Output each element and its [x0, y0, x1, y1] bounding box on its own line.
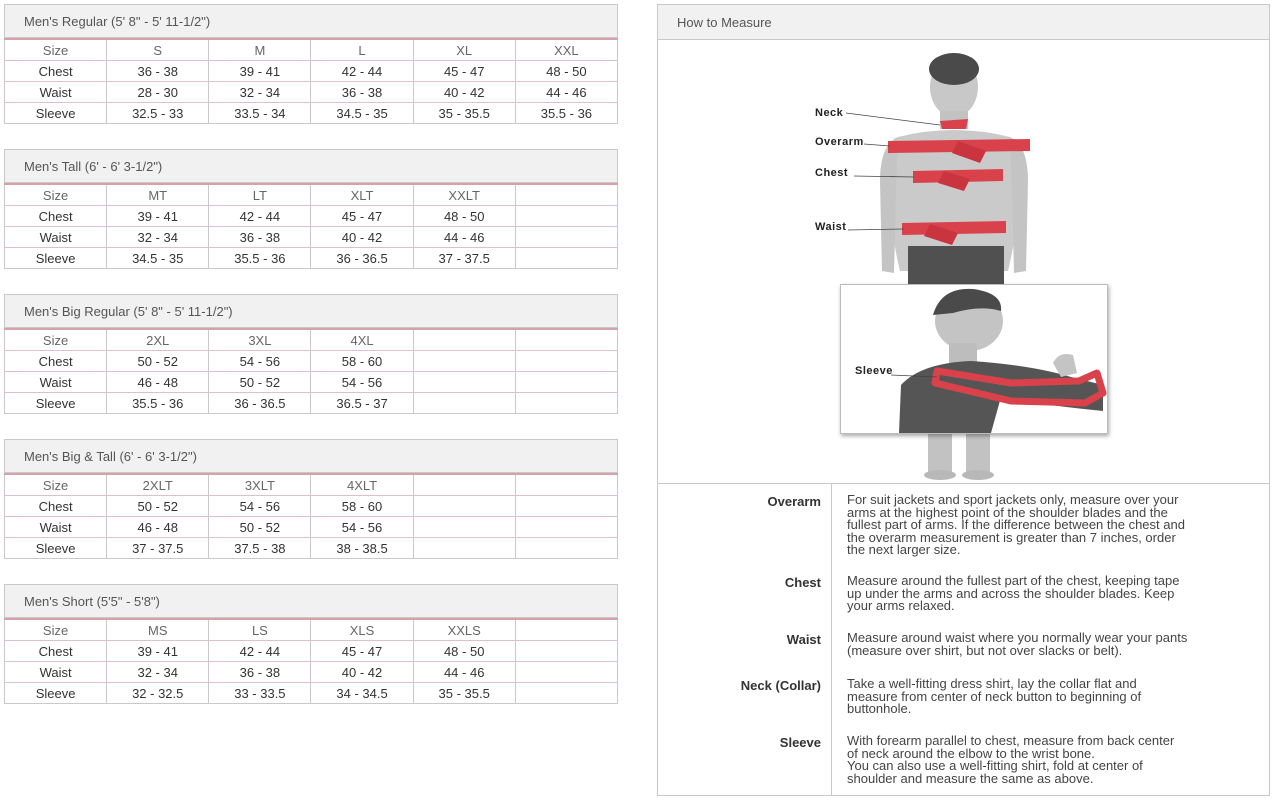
cell: Waist	[5, 82, 107, 103]
cell: 50 - 52	[209, 372, 311, 393]
overarm-leader	[864, 144, 890, 146]
sleeve-inset	[840, 284, 1108, 434]
cell: 48 - 50	[413, 641, 515, 662]
how-to-measure-panel	[657, 4, 1270, 796]
cell	[413, 517, 515, 538]
column-divider	[831, 484, 832, 796]
size-table-mens-short	[4, 584, 618, 704]
cell	[413, 496, 515, 517]
chest-label: Chest	[815, 167, 849, 179]
cell: 37 - 37.5	[107, 538, 209, 559]
cell: 4XLT	[311, 474, 413, 496]
size-table-mens-regular	[4, 4, 618, 124]
size-table	[4, 618, 618, 704]
left-foot-shape	[924, 470, 956, 480]
cell: MS	[107, 619, 209, 641]
cell: 32 - 34	[209, 82, 311, 103]
cell: 2XL	[107, 329, 209, 351]
cell: 44 - 46	[413, 662, 515, 683]
neck-label: Neck	[815, 107, 844, 119]
right-leg-shape	[966, 431, 990, 475]
panel-title: How to Measure	[658, 5, 1269, 40]
cell: 50 - 52	[107, 496, 209, 517]
cell: LS	[209, 619, 311, 641]
cell: Sleeve	[5, 103, 107, 124]
instruction-term: Overarm	[767, 494, 821, 509]
cell: 36 - 38	[311, 82, 413, 103]
cell: M	[209, 39, 311, 61]
cell: Chest	[5, 351, 107, 372]
table-row	[5, 683, 618, 704]
right-arm-shape	[1010, 137, 1028, 273]
neck-leader	[846, 113, 940, 125]
cell: Chest	[5, 641, 107, 662]
cell: 36 - 38	[209, 662, 311, 683]
cell	[413, 538, 515, 559]
size-table-mens-big-regular	[4, 294, 618, 414]
cell: 40 - 42	[413, 82, 515, 103]
cell: 45 - 47	[311, 641, 413, 662]
cell: Sleeve	[5, 393, 107, 414]
size-table	[4, 473, 618, 559]
cell: 48 - 50	[413, 206, 515, 227]
cell: 32.5 - 33	[107, 103, 209, 124]
table-row	[5, 351, 618, 372]
cell: Waist	[5, 517, 107, 538]
cell	[515, 619, 617, 641]
cell: 35.5 - 36	[209, 248, 311, 269]
size-table	[4, 328, 618, 414]
cell	[515, 496, 617, 517]
table-row	[5, 474, 618, 496]
cell	[515, 351, 617, 372]
cell: 34.5 - 35	[107, 248, 209, 269]
instruction-text: Measure around the fullest part of the chest, keeping tape up under the arms and across the shoulder blades. Keep your arms relaxed.	[847, 573, 1180, 614]
cell: Sleeve	[5, 538, 107, 559]
table-row	[5, 372, 618, 393]
pants-shape	[908, 246, 1004, 288]
cell: L	[311, 39, 413, 61]
cell: Waist	[5, 372, 107, 393]
cell: 50 - 52	[209, 517, 311, 538]
table-row	[5, 641, 618, 662]
cell: 35 - 35.5	[413, 683, 515, 704]
cell: 4XL	[311, 329, 413, 351]
table-title: Men's Short (5'5" - 5'8")	[4, 584, 618, 618]
sleeve-label: Sleeve	[855, 365, 893, 377]
table-row	[5, 103, 618, 124]
cell: 36.5 - 37	[311, 393, 413, 414]
cell: 54 - 56	[311, 517, 413, 538]
table-row	[5, 517, 618, 538]
cell	[413, 372, 515, 393]
left-arm-shape	[880, 137, 898, 273]
instruction-term: Sleeve	[779, 735, 821, 750]
cell	[515, 641, 617, 662]
cell	[515, 206, 617, 227]
cell: 45 - 47	[311, 206, 413, 227]
table-row	[5, 227, 618, 248]
cell: 33.5 - 34	[209, 103, 311, 124]
cell: 2XLT	[107, 474, 209, 496]
cell: 54 - 56	[209, 351, 311, 372]
table-row	[5, 82, 618, 103]
cell: 35 - 35.5	[413, 103, 515, 124]
cell	[515, 184, 617, 206]
cell: 48 - 50	[515, 61, 617, 82]
instruction-text: Take a well-fitting dress shirt, lay the collar flat and measure from center of neck button to beginning of buttonhole.	[847, 676, 1142, 717]
instruction-term: Neck (Collar)	[740, 678, 821, 693]
cell: 32 - 34	[107, 662, 209, 683]
instruction-term: Chest	[784, 575, 821, 590]
size-table-mens-tall	[4, 149, 618, 269]
instruction-text: Measure around waist where you normally wear your pants (measure over shirt, but not over slacks or belt).	[847, 630, 1188, 658]
cell: Size	[5, 184, 107, 206]
cell: 44 - 46	[413, 227, 515, 248]
side-neck-shape	[949, 343, 977, 363]
measurement-figure	[658, 41, 1269, 483]
cell: Size	[5, 39, 107, 61]
cell	[515, 248, 617, 269]
cell	[515, 662, 617, 683]
cell: Chest	[5, 206, 107, 227]
cell: XLT	[311, 184, 413, 206]
sleeve-illustration	[841, 285, 1107, 433]
table-row	[5, 61, 618, 82]
cell	[515, 474, 617, 496]
cell: S	[107, 39, 209, 61]
cell: 44 - 46	[515, 82, 617, 103]
cell	[413, 329, 515, 351]
cell: Chest	[5, 61, 107, 82]
table-row	[5, 206, 618, 227]
cell: 35.5 - 36	[107, 393, 209, 414]
cell: 37 - 37.5	[413, 248, 515, 269]
cell: 42 - 44	[209, 641, 311, 662]
size-table	[4, 183, 618, 269]
cell: 32 - 32.5	[107, 683, 209, 704]
table-row	[5, 39, 618, 61]
table-row	[5, 184, 618, 206]
cell: 40 - 42	[311, 662, 413, 683]
overarm-label: Overarm	[815, 136, 864, 148]
cell	[515, 393, 617, 414]
instruction-text: For suit jackets and sport jackets only, measure over your arms at the highest point of the shoulder blades and the fullest part of arms. If the difference between the chest and the overarm measurement is greater than 7 inches, order the next larger size.	[847, 492, 1185, 558]
cell: 54 - 56	[311, 372, 413, 393]
instruction-text: With forearm parallel to chest, measure from back center of neck around the elbow to the wrist bone. You can also use a well-fitting shirt, fold at center of shoulder and measure the same as above.	[847, 733, 1175, 786]
cell: 36 - 38	[107, 61, 209, 82]
cell	[413, 393, 515, 414]
cell	[515, 227, 617, 248]
cell: 38 - 38.5	[311, 538, 413, 559]
table-title: Men's Regular (5' 8" - 5' 11-1/2")	[4, 4, 618, 38]
cell: 36 - 36.5	[209, 393, 311, 414]
cell	[515, 517, 617, 538]
cell: 42 - 44	[209, 206, 311, 227]
table-row	[5, 538, 618, 559]
cell	[515, 372, 617, 393]
cell: 40 - 42	[311, 227, 413, 248]
cell: XXL	[554, 42, 579, 58]
cell: Sleeve	[5, 248, 107, 269]
cell: 34.5 - 35	[311, 103, 413, 124]
cell: LT	[209, 184, 311, 206]
cell: XXLT	[413, 184, 515, 206]
table-row	[5, 248, 618, 269]
cell	[413, 351, 515, 372]
table-row	[5, 619, 618, 641]
cell: 37.5 - 38	[209, 538, 311, 559]
table-row	[5, 662, 618, 683]
cell: Size	[5, 619, 107, 641]
cell: 3XLT	[209, 474, 311, 496]
cell: 32 - 34	[107, 227, 209, 248]
cell: XLS	[311, 619, 413, 641]
cell: 39 - 41	[107, 641, 209, 662]
cell: MT	[107, 184, 209, 206]
size-table	[4, 38, 618, 124]
cell: 28 - 30	[107, 82, 209, 103]
cell: Waist	[5, 662, 107, 683]
cell: Size	[5, 474, 107, 496]
left-leg-shape	[928, 431, 952, 475]
cell: 45 - 47	[413, 61, 515, 82]
cell	[515, 538, 617, 559]
cell	[413, 474, 515, 496]
cell: 58 - 60	[311, 496, 413, 517]
cell: 46 - 48	[107, 517, 209, 538]
hair-shape	[929, 53, 979, 85]
cell: 50 - 52	[107, 351, 209, 372]
cell: 58 - 60	[311, 351, 413, 372]
measure-instructions	[658, 483, 1269, 796]
cell: Waist	[5, 227, 107, 248]
table-title: Men's Big & Tall (6' - 6' 3-1/2")	[4, 439, 618, 473]
table-row	[5, 496, 618, 517]
table-title: Men's Big Regular (5' 8" - 5' 11-1/2")	[4, 294, 618, 328]
cell: 39 - 41	[209, 61, 311, 82]
cell: 54 - 56	[209, 496, 311, 517]
cell: 42 - 44	[311, 61, 413, 82]
right-foot-shape	[962, 470, 994, 480]
size-table-mens-big-tall	[4, 439, 618, 559]
cell	[515, 329, 617, 351]
cell: 36 - 38	[209, 227, 311, 248]
table-row	[5, 329, 618, 351]
cell: 46 - 48	[107, 372, 209, 393]
cell: XXLS	[413, 619, 515, 641]
cell: 36 - 36.5	[311, 248, 413, 269]
cell: 34 - 34.5	[311, 683, 413, 704]
cell: XL	[413, 39, 515, 61]
table-row	[5, 393, 618, 414]
cell: 3XL	[209, 329, 311, 351]
cell: 33 - 33.5	[209, 683, 311, 704]
instruction-term: Waist	[786, 632, 821, 647]
cell: Chest	[5, 496, 107, 517]
cell: Sleeve	[5, 683, 107, 704]
cell: Size	[5, 329, 107, 351]
cell	[515, 683, 617, 704]
cell: 39 - 41	[107, 206, 209, 227]
waist-label: Waist	[815, 221, 847, 233]
table-title: Men's Tall (6' - 6' 3-1/2")	[4, 149, 618, 183]
cell: 35.5 - 36	[515, 103, 617, 124]
